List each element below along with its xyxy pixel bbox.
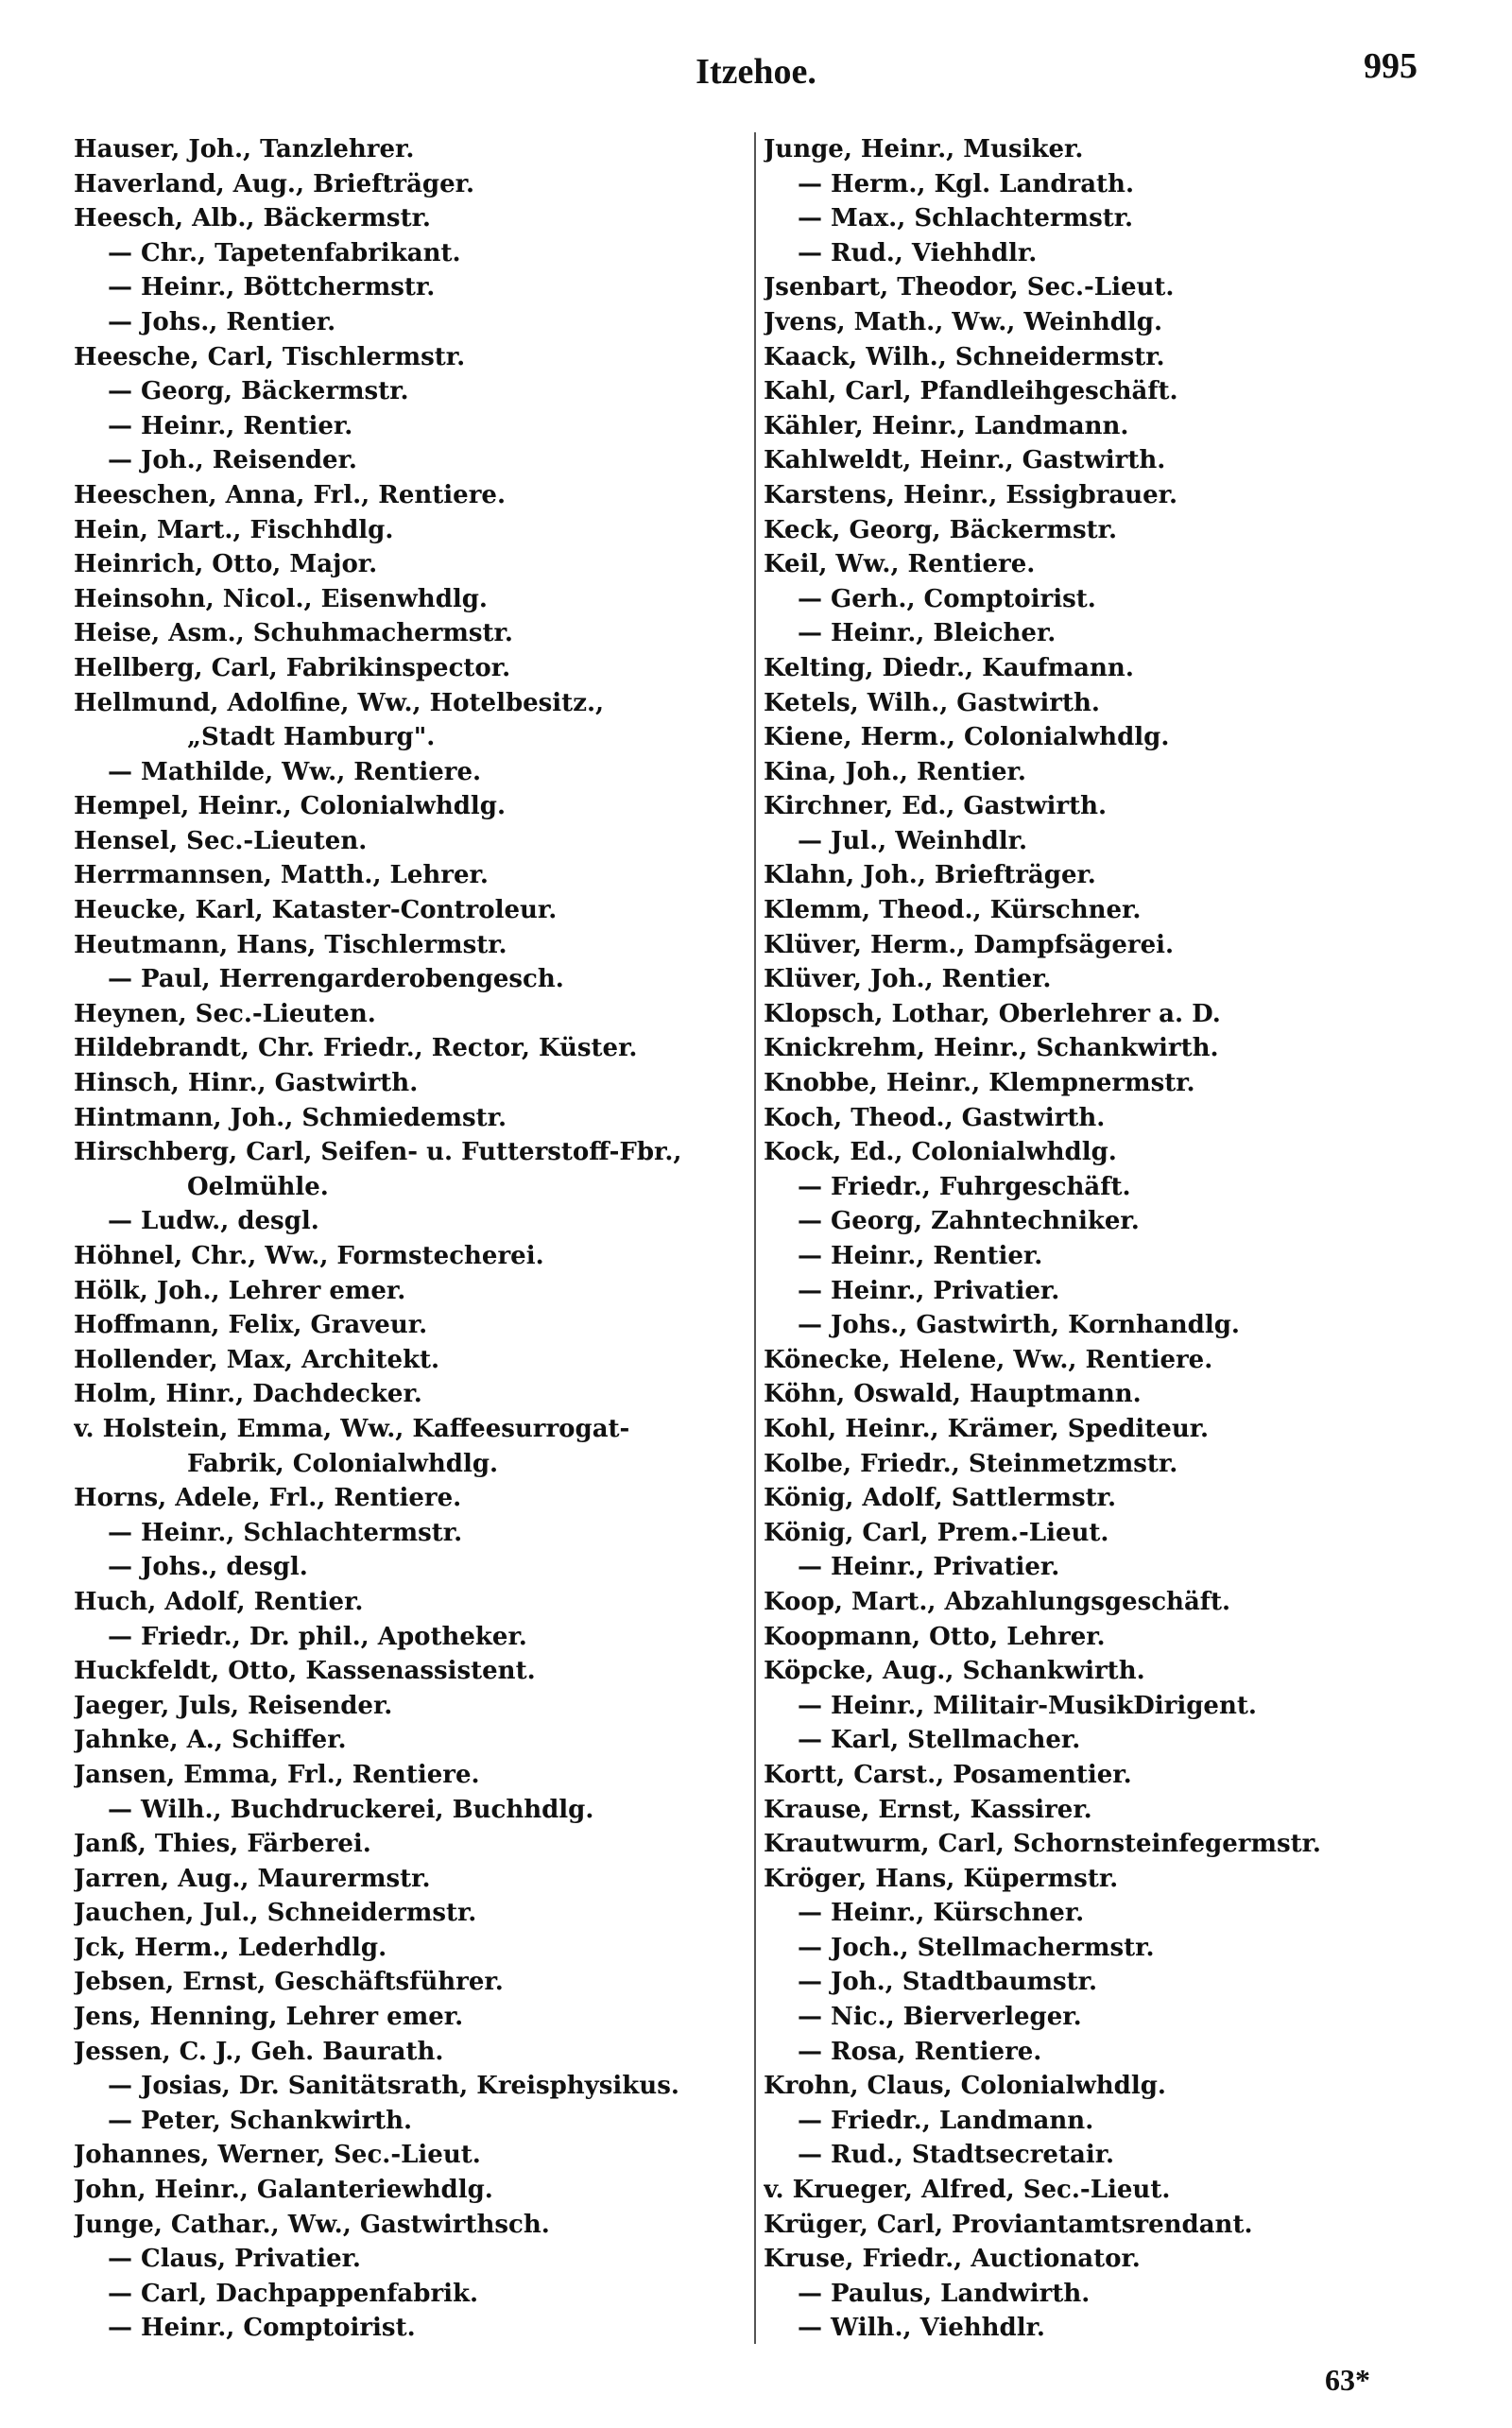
directory-entry: Hildebrandt, Chr. Friedr., Rector, Küster. <box>74 1034 638 1063</box>
directory-entry: — Joh., Stadtbaumstr. <box>798 1968 1098 1997</box>
right-column <box>764 132 1444 2346</box>
directory-entry: Hempel, Heinr., Colonialwhdlg. <box>74 792 507 821</box>
directory-entry: Koch, Theod., Gastwirth. <box>764 1103 1106 1132</box>
directory-entry: — Peter, Schankwirth. <box>108 2106 413 2135</box>
directory-entry: Kock, Ed., Colonialwhdlg. <box>764 1138 1117 1167</box>
directory-entry: — Heinr., Rentier. <box>798 1242 1043 1270</box>
directory-entry: Herrmannsen, Matth., Lehrer. <box>74 861 489 890</box>
directory-entry: — Johs., Gastwirth, Kornhandlg. <box>798 1311 1240 1340</box>
directory-entry: Kähler, Heinr., Landmann. <box>764 411 1129 440</box>
directory-entry: Kahlweldt, Heinr., Gastwirth. <box>764 446 1166 475</box>
directory-entry: — Jul., Weinhdlr. <box>798 826 1028 855</box>
directory-entry: — Georg, Bäckermstr. <box>108 377 409 406</box>
directory-entry: — Heinr., Privatier. <box>798 1553 1060 1582</box>
directory-entry: Heinrich, Otto, Major. <box>74 550 378 579</box>
page-number: 995 <box>1364 46 1418 86</box>
directory-entry: Jens, Henning, Lehrer emer. <box>74 2003 464 2032</box>
directory-entry: v. Krueger, Alfred, Sec.-Lieut. <box>764 2176 1171 2205</box>
directory-entry: Krause, Ernst, Kassirer. <box>764 1795 1092 1824</box>
directory-entry: Koop, Mart., Abzahlungsgeschäft. <box>764 1587 1231 1616</box>
directory-entry: John, Heinr., Galanteriewhdlg. <box>74 2176 493 2205</box>
directory-entry: Kohl, Heinr., Krämer, Spediteur. <box>764 1414 1210 1443</box>
directory-entry: — Joch., Stellmachermstr. <box>798 1933 1155 1962</box>
directory-entry: — Heinr., Böttchermstr. <box>108 273 436 302</box>
directory-entry: Keck, Georg, Bäckermstr. <box>764 515 1118 544</box>
directory-entry: Hellberg, Carl, Fabrikinspector. <box>74 653 511 682</box>
directory-entry: Jck, Herm., Lederhdlg. <box>74 1933 387 1962</box>
directory-entry: Heutmann, Hans, Tischlermstr. <box>74 930 507 959</box>
directory-entry: Ketels, Wilh., Gastwirth. <box>764 688 1100 717</box>
directory-entry: — Joh., Reisender. <box>108 446 357 475</box>
directory-entry: Höhnel, Chr., Ww., Formstecherei. <box>74 1242 544 1270</box>
directory-entry: Hoffmann, Felix, Graveur. <box>74 1311 428 1340</box>
directory-entry: Junge, Cathar., Ww., Gastwirthsch. <box>74 2210 550 2239</box>
directory-entry: Knickrehm, Heinr., Schankwirth. <box>764 1034 1219 1063</box>
directory-entry: Klüver, Herm., Dampfsägerei. <box>764 930 1175 959</box>
directory-entry: König, Carl, Prem.-Lieut. <box>764 1518 1109 1547</box>
directory-entry: Johannes, Werner, Sec.-Lieut. <box>74 2141 481 2170</box>
directory-entry: — Friedr., Fuhrgeschäft. <box>798 1172 1131 1201</box>
directory-entry: Hölk, Joh., Lehrer emer. <box>74 1276 406 1305</box>
directory-entry: Köhn, Oswald, Hauptmann. <box>764 1380 1142 1409</box>
directory-entry: Heucke, Karl, Kataster-Controleur. <box>74 896 558 925</box>
directory-entry: v. Holstein, Emma, Ww., Kaffeesurrogat- <box>74 1414 630 1443</box>
directory-entry: Heeschen, Anna, Frl., Rentiere. <box>74 480 507 509</box>
directory-entry: — Heinr., Bleicher. <box>798 619 1057 648</box>
directory-entry: — Karl, Stellmacher. <box>798 1726 1081 1755</box>
directory-entry: Kiene, Herm., Colonialwhdlg. <box>764 723 1170 752</box>
directory-entry: Kröger, Hans, Küpermstr. <box>764 1864 1119 1893</box>
directory-entry: Klemm, Theod., Kürschner. <box>764 896 1142 925</box>
directory-entry: Jauchen, Jul., Schneidermstr. <box>74 1899 477 1928</box>
directory-entry: Jahnke, A., Schiffer. <box>74 1726 347 1755</box>
directory-entry: — Wilh., Buchdruckerei, Buchhdlg. <box>108 1795 594 1824</box>
directory-entry: Krautwurm, Carl, Schornsteinfegermstr. <box>764 1830 1321 1859</box>
directory-entry: Hintmann, Joh., Schmiedemstr. <box>74 1103 507 1132</box>
directory-entry: Klopsch, Lothar, Oberlehrer a. D. <box>764 999 1221 1028</box>
directory-entry: Heynen, Sec.-Lieuten. <box>74 999 376 1028</box>
directory-entry: — Rud., Viehhdlr. <box>798 238 1038 267</box>
directory-entry: Keil, Ww., Rentiere. <box>764 550 1036 579</box>
directory-entry: Klüver, Joh., Rentier. <box>764 965 1052 994</box>
directory-entry: — Heinr., Comptoirist. <box>108 2314 416 2343</box>
directory-entry: — Max., Schlachtermstr. <box>798 204 1134 233</box>
directory-entry: Holm, Hinr., Dachdecker. <box>74 1380 422 1409</box>
directory-entry: — Gerh., Comptoirist. <box>798 584 1096 613</box>
directory-entry: — Josias, Dr. Sanitätsrath, Kreisphysikus. <box>108 2072 679 2101</box>
directory-entry: Haverland, Aug., Briefträger. <box>74 169 474 198</box>
directory-entry: Heesch, Alb., Bäckermstr. <box>74 204 431 233</box>
directory-entry: Janß, Thies, Färberei. <box>74 1830 371 1859</box>
directory-entry: König, Adolf, Sattlermstr. <box>764 1484 1117 1513</box>
directory-entry: Kirchner, Ed., Gastwirth. <box>764 792 1108 821</box>
directory-entry: „Stadt Hamburg". <box>187 723 436 752</box>
directory-entry: Hollender, Max, Architekt. <box>74 1345 440 1374</box>
directory-entry: — Carl, Dachpappenfabrik. <box>108 2279 479 2308</box>
directory-entry: — Paul, Herrengarderobengesch. <box>108 965 564 994</box>
directory-entry: Jvens, Math., Ww., Weinhdlg. <box>764 307 1163 336</box>
directory-entry: Karstens, Heinr., Essigbrauer. <box>764 480 1178 509</box>
left-column <box>74 132 754 2346</box>
directory-entry: Junge, Heinr., Musiker. <box>764 135 1084 164</box>
directory-entry: Jebsen, Ernst, Geschäftsführer. <box>74 1968 504 1997</box>
directory-entry: Huch, Adolf, Rentier. <box>74 1587 364 1616</box>
directory-entry: Huckfeldt, Otto, Kassenassistent. <box>74 1657 536 1686</box>
directory-entry: Kahl, Carl, Pfandleihgeschäft. <box>764 377 1178 406</box>
directory-entry: — Claus, Privatier. <box>108 2245 361 2274</box>
directory-entry: Jsenbart, Theodor, Sec.-Lieut. <box>764 273 1175 302</box>
directory-entry: — Ludw., desgl. <box>108 1207 319 1236</box>
directory-entry: Oelmühle. <box>187 1172 329 1201</box>
directory-entry: — Heinr., Privatier. <box>798 1276 1060 1305</box>
directory-entry: — Herm., Kgl. Landrath. <box>798 169 1135 198</box>
directory-entry: Köpcke, Aug., Schankwirth. <box>764 1657 1145 1686</box>
directory-entry: Koopmann, Otto, Lehrer. <box>764 1622 1106 1651</box>
directory-entry: — Friedr., Dr. phil., Apotheker. <box>108 1622 527 1651</box>
directory-entry: — Heinr., Militair-MusikDirigent. <box>798 1691 1257 1720</box>
column-divider <box>754 132 756 2344</box>
directory-entry: Kina, Joh., Rentier. <box>764 757 1026 786</box>
directory-entry: — Mathilde, Ww., Rentiere. <box>108 757 482 786</box>
directory-entry: Kruse, Friedr., Auctionator. <box>764 2245 1141 2274</box>
directory-entry: Könecke, Helene, Ww., Rentiere. <box>764 1345 1213 1374</box>
directory-entry: Kolbe, Friedr., Steinmetzmstr. <box>764 1449 1178 1478</box>
directory-entry: — Heinr., Rentier. <box>108 411 353 440</box>
directory-entry: — Rosa, Rentiere. <box>798 2037 1042 2066</box>
directory-entry: Fabrik, Colonialwhdlg. <box>187 1449 499 1478</box>
directory-entry: Jarren, Aug., Maurermstr. <box>74 1864 431 1893</box>
directory-entry: Hirschberg, Carl, Seifen- u. Futterstoff-Fbr., <box>74 1138 682 1167</box>
directory-entry: — Nic., Bierverleger. <box>798 2003 1082 2032</box>
directory-entry: Jansen, Emma, Frl., Rentiere. <box>74 1760 480 1789</box>
page-title: Itzehoe. <box>696 52 816 92</box>
directory-entry: Heesche, Carl, Tischlermstr. <box>74 342 466 371</box>
directory-entry: Knobbe, Heinr., Klempnermstr. <box>764 1069 1195 1098</box>
directory-entry: Klahn, Joh., Briefträger. <box>764 861 1096 890</box>
directory-entry: — Friedr., Landmann. <box>798 2106 1094 2135</box>
directory-entry: Hinsch, Hinr., Gastwirth. <box>74 1069 419 1098</box>
directory-entry: Kaack, Wilh., Schneidermstr. <box>764 342 1165 371</box>
directory-entry: — Paulus, Landwirth. <box>798 2279 1091 2308</box>
directory-entry: — Wilh., Viehhdlr. <box>798 2314 1045 2343</box>
directory-entry: — Johs., desgl. <box>108 1553 308 1582</box>
directory-entry: — Heinr., Kürschner. <box>798 1899 1085 1928</box>
directory-entry: Hellmund, Adolfine, Ww., Hotelbesitz., <box>74 688 605 717</box>
directory-entry: Hensel, Sec.-Lieuten. <box>74 826 368 855</box>
directory-entry: — Johs., Rentier. <box>108 307 336 336</box>
directory-entry: Kortt, Carst., Posamentier. <box>764 1760 1132 1789</box>
directory-entry: — Chr., Tapetenfabrikant. <box>108 238 461 267</box>
directory-entry: Krohn, Claus, Colonialwhdlg. <box>764 2072 1166 2101</box>
directory-entry: Heinsohn, Nicol., Eisenwhdlg. <box>74 584 488 613</box>
directory-entry: Horns, Adele, Frl., Rentiere. <box>74 1484 462 1513</box>
directory-entry: — Rud., Stadtsecretair. <box>798 2141 1115 2170</box>
directory-entry: Hein, Mart., Fischhdlg. <box>74 515 394 544</box>
directory-entry: Jaeger, Juls, Reisender. <box>74 1691 393 1720</box>
directory-entry: Jessen, C. J., Geh. Baurath. <box>74 2037 444 2066</box>
directory-entry: Krüger, Carl, Proviantamtsrendant. <box>764 2210 1253 2239</box>
directory-entry: Hauser, Joh., Tanzlehrer. <box>74 135 415 164</box>
directory-entry: — Heinr., Schlachtermstr. <box>108 1518 463 1547</box>
printer-signature: 63* <box>1325 2363 1370 2397</box>
directory-entry: — Georg, Zahntechniker. <box>798 1207 1140 1236</box>
directory-entry: Kelting, Diedr., Kaufmann. <box>764 653 1134 682</box>
directory-entry: Heise, Asm., Schuhmachermstr. <box>74 619 513 648</box>
